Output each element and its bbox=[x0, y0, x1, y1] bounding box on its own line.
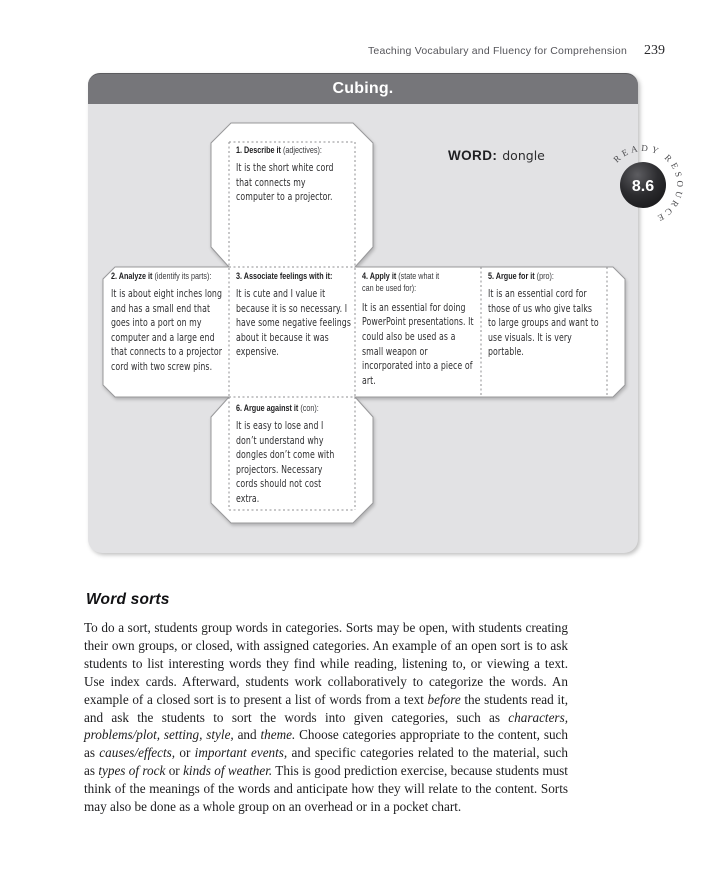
face-handwritten-text: It is easy to lose and I don’t understand why dongles don’t come with projectors. Necessary cords should not cost extra. bbox=[236, 420, 335, 506]
face-heading: 6. Argue against it (con): bbox=[236, 403, 319, 414]
face-heading: 5. Argue for it (pro): bbox=[488, 271, 554, 282]
section-heading: Word sorts bbox=[86, 591, 170, 608]
face-handwritten-text: It is about eight inches long and has a small end that goes into a port on my computer and a large end that connects to a projector cord with two screw pins. bbox=[111, 288, 223, 374]
cube-face-argue-against bbox=[236, 403, 380, 507]
face-heading: 4. Apply it (state what it can be used for): bbox=[362, 271, 440, 295]
page-number: 239 bbox=[644, 43, 665, 58]
running-title: Teaching Vocabulary and Fluency for Comprehension bbox=[367, 45, 627, 57]
section-paragraph: To do a sort, students group words in categories. Sorts may be open, with students creating their own groups, or closed, with assigned categories. An example of an open sort is to ask students to list interesting words they find while reading, listening to, or viewing a text. Use index cards. Afterward, students work collaboratively to categorize the words. An example of a closed sort is to present a list of words from a text before the students read it, and ask the students to sort the words into given categories, such as characters, problems/plot, setting, style, and theme. Choose categories appropriate to the content, such as causes/effects, or important events, and specific categories related to the material, such as types of rock or kinds of weather. This is good prediction exercise, because students must think of the meanings of the words and anticipate how they will relate to the content. Sorts may also be done as a whole group on an overhead or in a pocket chart. bbox=[84, 620, 569, 815]
face-handwritten-text: It is the short white cord that connects my computer to a projector. bbox=[236, 162, 334, 204]
box-title: Cubing. bbox=[88, 73, 638, 104]
badge-arc-label: READY RESOURCE bbox=[611, 142, 686, 225]
word-line bbox=[448, 147, 545, 165]
face-handwritten-text: It is an essential cord for those of us who give talks to large groups and want to use visuals. It is very portable. bbox=[488, 288, 599, 359]
face-handwritten-text: It is cute and I value it because it is so necessary. I have some negative feelings about it because it was expensive. bbox=[236, 288, 351, 359]
cube-face-argue-for bbox=[488, 271, 636, 360]
face-heading: 2. Analyze it (identify its parts): bbox=[111, 271, 212, 282]
face-handwritten-text: It is an essential for doing PowerPoint presentations. It could also be used as a small weapon or incorporated into a piece of art. bbox=[362, 301, 474, 387]
cube-face-describe bbox=[236, 145, 380, 205]
word-label: WORD: bbox=[448, 148, 498, 163]
cubing-resource-box bbox=[88, 73, 638, 553]
face-heading: 1. Describe it (adjectives): bbox=[236, 145, 322, 156]
ready-resource-badge bbox=[583, 127, 703, 247]
badge-number: 8.6 bbox=[631, 178, 655, 195]
face-heading: 3. Associate feelings with it: bbox=[236, 271, 333, 282]
word-value: dongle bbox=[502, 148, 545, 163]
running-head bbox=[368, 43, 665, 59]
